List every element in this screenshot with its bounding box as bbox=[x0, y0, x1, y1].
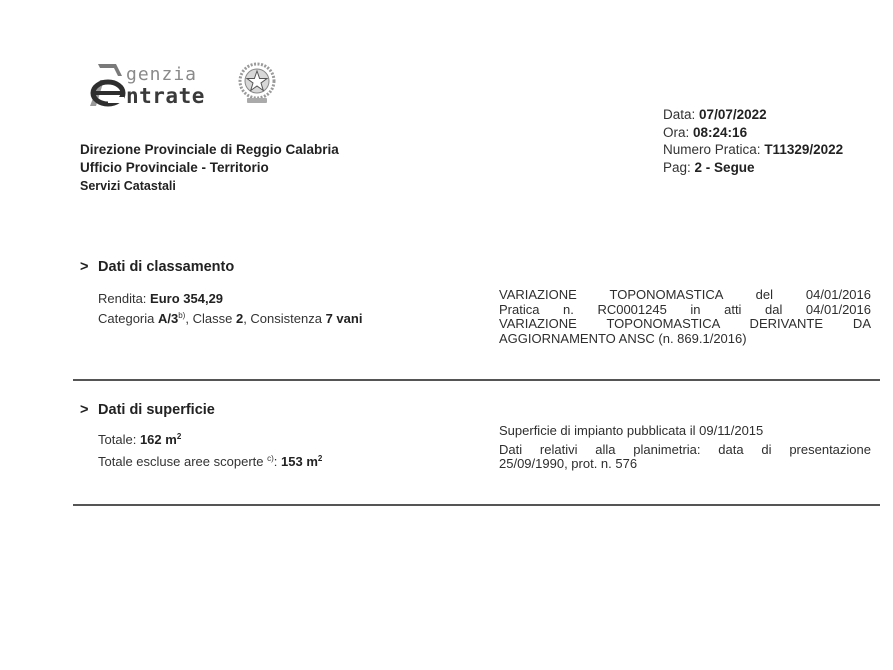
section-title-classamento bbox=[80, 259, 234, 275]
superficie-impianto-line: Superficie di impianto pubblicata il 09/11/2015 bbox=[499, 423, 764, 438]
variazione-line: VARIAZIONE TOPONOMASTICA del 04/01/2016 bbox=[499, 287, 871, 302]
square-unit: 2 bbox=[317, 454, 323, 463]
meta-data-label: Data: bbox=[663, 107, 696, 122]
meta-data-row bbox=[663, 106, 843, 124]
section-divider bbox=[73, 504, 880, 506]
categoria-label: Categoria bbox=[98, 311, 155, 326]
totale-row bbox=[98, 427, 322, 449]
superficie-details bbox=[98, 427, 322, 471]
classamento-title-text: Dati di classamento bbox=[98, 259, 235, 275]
rendita-label: Rendita: bbox=[98, 291, 147, 306]
italian-republic-emblem-icon bbox=[235, 60, 279, 106]
categoria-value: A/3 bbox=[158, 311, 179, 326]
categoria-row bbox=[98, 307, 362, 327]
chevron-right-icon: > bbox=[80, 259, 89, 275]
consistenza-value: 7 vani bbox=[325, 311, 363, 326]
office-block bbox=[80, 141, 339, 195]
rendita-value: Euro 354,29 bbox=[150, 291, 224, 306]
section-title-superficie bbox=[80, 402, 215, 418]
totale-label: Totale: bbox=[98, 432, 137, 447]
meta-pag-value: 2 - Segue bbox=[694, 159, 755, 175]
variazione-line: AGGIORNAMENTO ANSC (n. 869.1/2016) bbox=[499, 330, 747, 346]
meta-pratica-label: Numero Pratica: bbox=[663, 142, 761, 157]
meta-pratica-value: T11329/2022 bbox=[764, 142, 844, 157]
classe-label: , Classe bbox=[185, 311, 233, 326]
classamento-variazione bbox=[499, 288, 871, 346]
meta-ora-value: 08:24:16 bbox=[693, 124, 748, 140]
meta-pratica-row bbox=[663, 141, 843, 159]
chevron-right-icon: > bbox=[80, 402, 89, 418]
office-servizi: Servizi Catastali bbox=[80, 179, 176, 193]
classamento-details bbox=[98, 290, 362, 327]
superficie-title-text: Dati di superficie bbox=[98, 402, 215, 418]
logo-text-entrate: ntrate bbox=[126, 84, 205, 108]
meta-pag-row bbox=[663, 159, 843, 177]
planimetria-line: Dati relativi alla planimetria: data di presentazione bbox=[499, 441, 871, 457]
rendita-row bbox=[98, 290, 362, 307]
agenzia-entrate-monogram-icon bbox=[88, 62, 126, 108]
variazione-line: VARIAZIONE TOPONOMASTICA DERIVANTE DA bbox=[499, 316, 871, 331]
superficie-notes bbox=[499, 424, 871, 472]
variazione-line: Pratica n. RC0001245 in atti dal 04/01/2016 bbox=[499, 301, 871, 317]
meta-pag-label: Pag: bbox=[663, 159, 691, 175]
escluse-label: Totale escluse aree scoperte bbox=[98, 454, 264, 469]
agenzia-entrate-logo bbox=[88, 58, 283, 110]
logo-text-agenzia: genzia bbox=[126, 64, 198, 85]
section-divider bbox=[73, 379, 880, 381]
consistenza-label: , Consistenza bbox=[243, 311, 322, 326]
planimetria-line: 25/09/1990, prot. n. 576 bbox=[499, 456, 638, 471]
classe-value: 2 bbox=[235, 311, 244, 326]
categoria-footnote: b) bbox=[178, 311, 186, 320]
office-direzione: Direzione Provinciale di Reggio Calabria bbox=[80, 142, 339, 157]
escluse-footnote: c) bbox=[267, 454, 274, 463]
square-unit: 2 bbox=[176, 432, 182, 441]
meta-data-value: 07/07/2022 bbox=[699, 107, 767, 122]
meta-ora-label: Ora: bbox=[663, 124, 690, 140]
escluse-value: 153 m bbox=[281, 454, 318, 469]
colon: : bbox=[273, 454, 278, 469]
office-ufficio: Ufficio Provinciale - Territorio bbox=[80, 160, 269, 175]
totale-value: 162 m bbox=[139, 432, 177, 447]
document-meta bbox=[663, 106, 843, 176]
meta-ora-row bbox=[663, 124, 843, 142]
escluse-row bbox=[98, 449, 322, 471]
